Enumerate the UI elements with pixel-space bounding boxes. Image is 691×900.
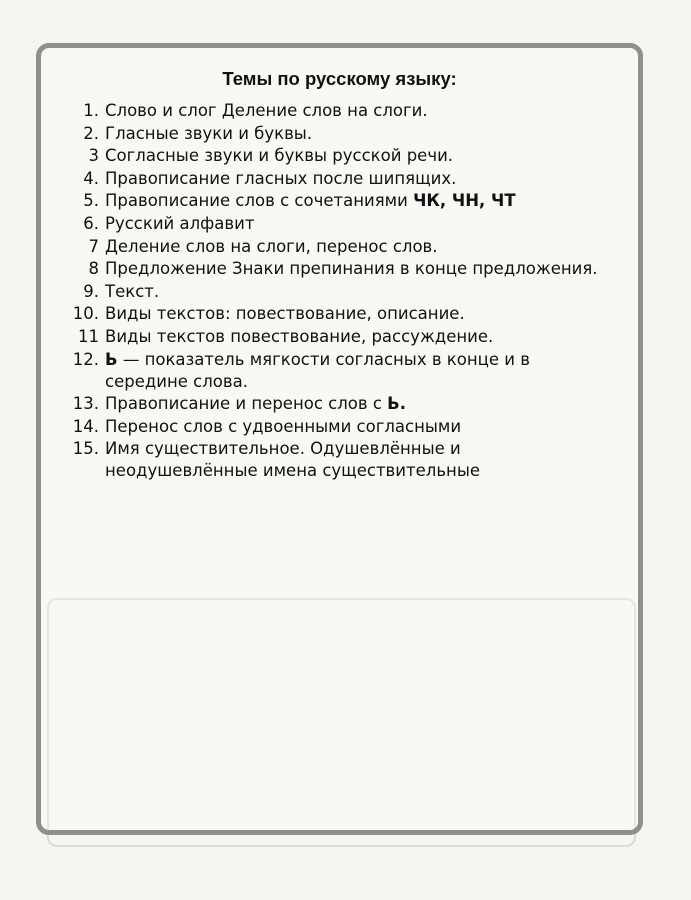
list-item	[72, 303, 617, 325]
list-item	[77, 281, 617, 303]
item-text: — показатель мягкости согласных в конце и в середине слова.	[105, 349, 530, 391]
item-text: Слово и слог Деление слов на слоги.	[105, 101, 428, 120]
item-bold-text: ЧК, ЧН, ЧТ	[413, 191, 516, 211]
item-text: Деление слов на слоги, перенос слов.	[105, 236, 438, 256]
item-text: Согласные звуки и буквы русской речи.	[105, 146, 454, 166]
item-number: 7	[88, 236, 99, 256]
item-text: Текст.	[105, 281, 160, 301]
item-text-wrapper	[105, 393, 617, 415]
item-number: 12.	[72, 349, 99, 369]
list-item	[77, 123, 617, 145]
item-number: 3	[88, 146, 99, 166]
item-text: Правописание слов с сочетаниями	[105, 191, 414, 211]
list-item	[77, 326, 617, 348]
item-text: Перенос слов с удвоенными согласными	[105, 416, 462, 436]
item-number: 1.	[83, 101, 99, 120]
item-number: 2.	[83, 123, 99, 143]
item-text-wrapper	[105, 190, 617, 212]
item-text: Виды текстов: повествование, описание.	[105, 304, 465, 324]
item-text: Правописание и перенос слов с	[105, 394, 388, 414]
item-text: Предложение Знаки препинания в конце предложения.	[105, 259, 598, 279]
topics-list	[72, 100, 617, 483]
item-text: Правописание гласных после шипящих.	[105, 168, 457, 188]
list-item	[72, 393, 617, 415]
item-number: 13.	[72, 394, 99, 414]
item-text: Виды текстов повествование, рассуждение.	[105, 326, 494, 346]
list-item	[77, 236, 617, 258]
item-text: Имя существительное. Одушевлённые и неодушевлённые имена существительные	[105, 439, 481, 481]
item-number: 4.	[83, 168, 99, 188]
list-item	[77, 100, 617, 122]
item-number: 8	[88, 259, 99, 279]
item-number: 14.	[72, 416, 99, 436]
item-number: 9.	[83, 281, 99, 301]
list-item	[77, 145, 617, 167]
item-number: 5.	[83, 191, 99, 211]
item-bold-text: Ь.	[387, 394, 407, 414]
item-number: 15.	[72, 439, 99, 459]
item-number: 10.	[72, 304, 99, 324]
item-number: 11	[78, 326, 99, 346]
card-title: Темы по русскому языку:	[222, 68, 457, 89]
list-item	[72, 438, 617, 482]
item-number: 6.	[83, 213, 99, 233]
item-text-wrapper	[105, 349, 617, 393]
topics-card	[36, 43, 643, 835]
item-bold-text: Ь	[105, 349, 118, 369]
item-text: Гласные звуки и буквы.	[105, 123, 313, 143]
list-item	[77, 168, 617, 190]
list-item	[77, 258, 617, 280]
list-item	[72, 349, 617, 393]
list-item	[77, 213, 617, 235]
item-text: Русский алфавит	[105, 213, 255, 233]
list-item	[77, 190, 617, 212]
list-item	[72, 416, 617, 438]
